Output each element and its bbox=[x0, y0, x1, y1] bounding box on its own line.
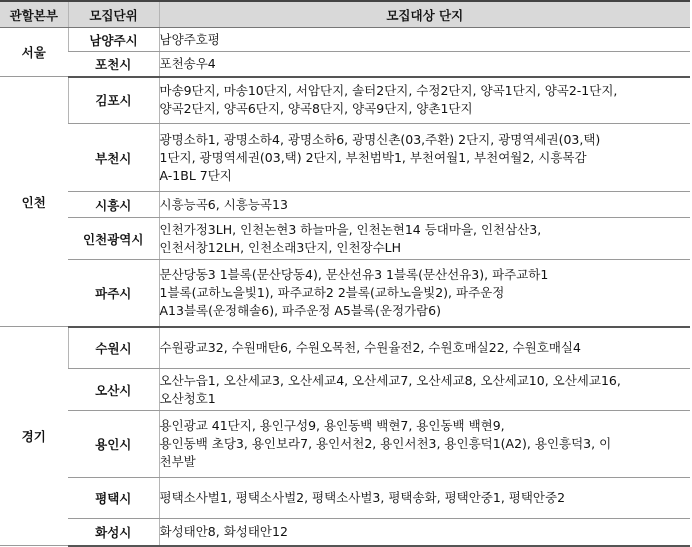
complex-cell bbox=[159, 52, 690, 77]
unit-cell: 인천광역시 bbox=[68, 218, 159, 260]
complex-cell bbox=[159, 411, 690, 478]
complex-cell bbox=[159, 192, 690, 218]
table-row bbox=[0, 52, 690, 77]
complex-cell bbox=[159, 218, 690, 260]
table-row bbox=[0, 124, 690, 192]
region-cell: 서울 bbox=[0, 28, 68, 77]
complex-line: 천부발 bbox=[159, 454, 196, 469]
complex-line: 광명소하1, 광명소하4, 광명소하6, 광명신촌(03,주환) 2단지, 광명역세권(03,택) bbox=[159, 131, 601, 147]
complex-line: 인천서창12LH, 인천소래3단지, 인천장수LH bbox=[159, 239, 402, 255]
complex-line: 문산당동3 1블록(문산당동4), 문산선유3 1블록(문산선유3), 파주교하1 bbox=[159, 266, 549, 282]
complex-line: 화성태안8, 화성태안12 bbox=[159, 523, 288, 539]
complex-cell bbox=[159, 519, 690, 546]
complex-line: 마송9단지, 마송10단지, 서암단지, 솔터2단지, 수정2단지, 양곡1단지, 양곡2-1단지, bbox=[159, 83, 618, 99]
header-unit: 모집단위 bbox=[68, 1, 159, 28]
complex-line: 시흥능곡6, 시흥능곡13 bbox=[159, 196, 288, 212]
region-cell: 인천 bbox=[0, 77, 68, 327]
table-row bbox=[0, 260, 690, 327]
complex-line: 오산누읍1, 오산세교3, 오산세교4, 오산세교7, 오산세교8, 오산세교10, 오산세교16, bbox=[159, 372, 621, 388]
table-row bbox=[0, 478, 690, 519]
unit-cell: 부천시 bbox=[68, 124, 159, 192]
complex-cell bbox=[159, 369, 690, 411]
complex-cell bbox=[159, 327, 690, 369]
complex-line: A-1BL 7단지 bbox=[159, 167, 232, 183]
complex-line: 오산청호1 bbox=[159, 390, 216, 406]
header-region: 관할본부 bbox=[0, 1, 68, 28]
complex-line: 포천송우4 bbox=[159, 55, 216, 71]
unit-cell: 시흥시 bbox=[68, 192, 159, 218]
table-row bbox=[0, 192, 690, 218]
header-row bbox=[0, 1, 690, 28]
table-row bbox=[0, 369, 690, 411]
header-complex: 모집대상 단지 bbox=[159, 1, 690, 28]
complex-line: 수원광교32, 수원매탄6, 수원오목천, 수원율전2, 수원호매실22, 수원호매실4 bbox=[159, 339, 581, 355]
unit-cell: 남양주시 bbox=[68, 28, 159, 52]
complex-line: 용인동백 초당3, 용인보라7, 용인서천2, 용인서천3, 용인흥덕1(A2), 용인흥덕3, 이 bbox=[159, 436, 612, 451]
complex-line: 용인광교 41단지, 용인구성9, 용인동백 백현7, 용인동백 백현9, bbox=[159, 418, 505, 433]
unit-cell: 수원시 bbox=[68, 327, 159, 369]
complex-cell bbox=[159, 124, 690, 192]
unit-cell: 화성시 bbox=[68, 519, 159, 546]
region-cell: 경기 bbox=[0, 327, 68, 546]
complex-cell bbox=[159, 260, 690, 327]
table-row bbox=[0, 77, 690, 124]
complex-line: 인천가정3LH, 인천논현3 하늘마을, 인천논현14 등대마을, 인천삼산3, bbox=[159, 221, 542, 237]
unit-cell: 파주시 bbox=[68, 260, 159, 327]
unit-cell: 용인시 bbox=[68, 411, 159, 478]
complex-line: 양곡2단지, 양곡6단지, 양곡8단지, 양곡9단지, 양촌1단지 bbox=[159, 101, 473, 117]
table-row bbox=[0, 327, 690, 369]
complex-cell bbox=[159, 77, 690, 124]
complex-cell bbox=[159, 28, 690, 52]
complex-cell bbox=[159, 478, 690, 519]
complex-line: 남양주호평 bbox=[159, 31, 220, 47]
complex-line: 평택소사벌1, 평택소사벌2, 평택소사벌3, 평택송화, 평택안중1, 평택안중2 bbox=[159, 490, 566, 505]
table-row bbox=[0, 218, 690, 260]
complex-line: A13블록(운정해솔6), 파주운정 A5블록(운정가람6) bbox=[159, 302, 441, 318]
table-row bbox=[0, 411, 690, 478]
unit-cell: 평택시 bbox=[68, 478, 159, 519]
table-row bbox=[0, 519, 690, 546]
unit-cell: 김포시 bbox=[68, 77, 159, 124]
unit-cell: 포천시 bbox=[68, 52, 159, 77]
complex-line: 1단지, 광명역세권(03,택) 2단지, 부천범박1, 부천여월1, 부천여월2, 시흥목감 bbox=[159, 149, 587, 165]
complex-line: 1블록(교하노을빛1), 파주교하2 2블록(교하노을빛2), 파주운정 bbox=[159, 284, 505, 300]
table-row bbox=[0, 28, 690, 52]
unit-cell: 오산시 bbox=[68, 369, 159, 411]
